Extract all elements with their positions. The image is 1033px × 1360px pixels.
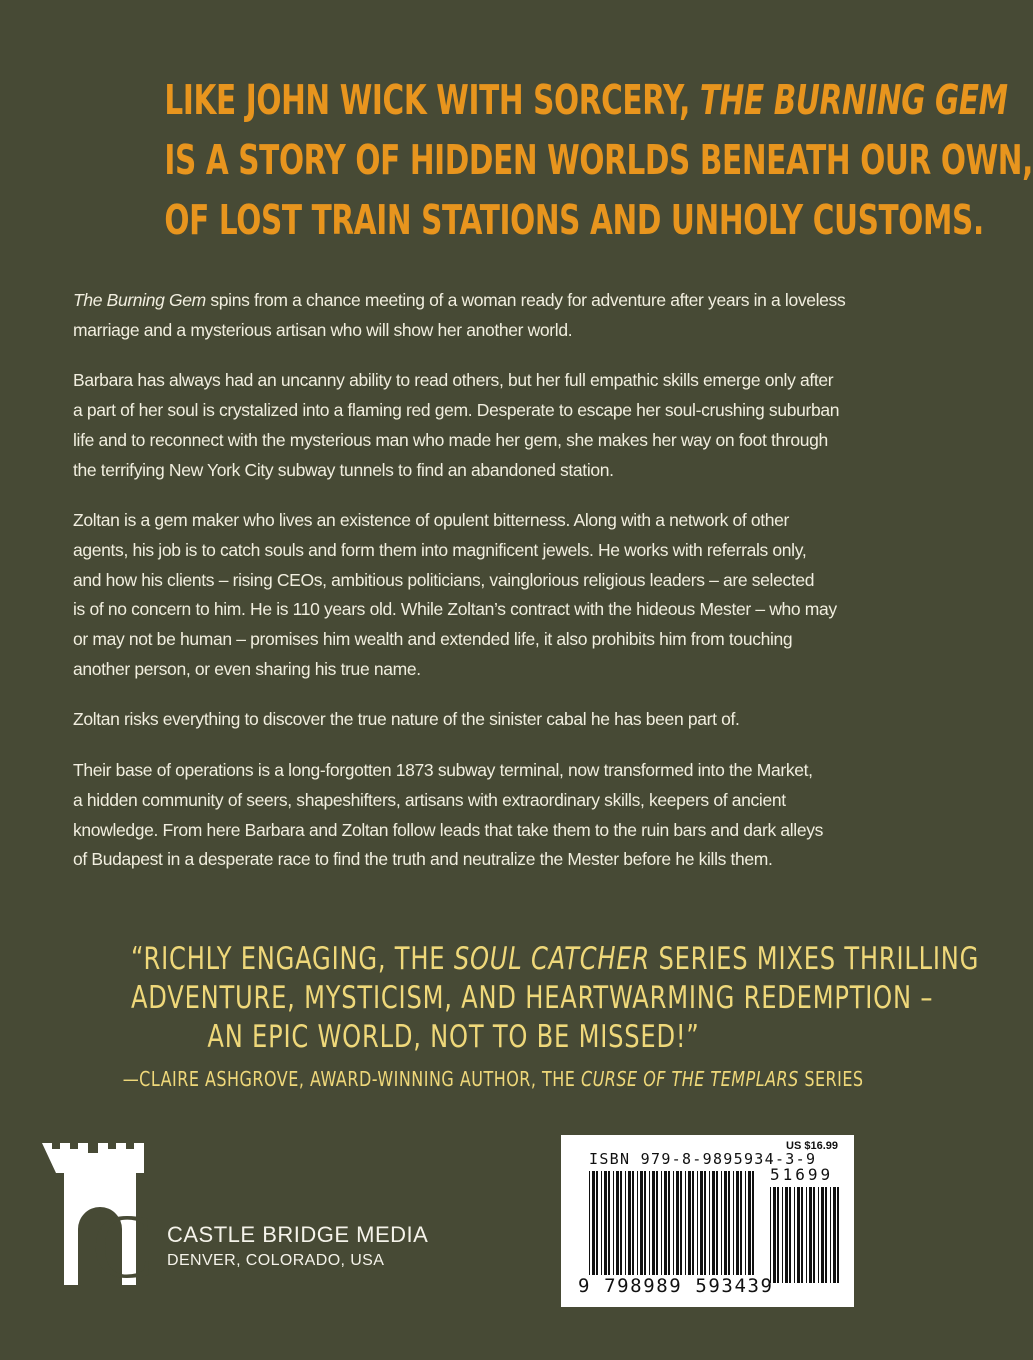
barcode-bar [644, 1171, 646, 1275]
barcode-bar [809, 1187, 812, 1283]
synopsis-line: or may not be human – promises him wealth and extended life, it also prohibits him from touching [73, 629, 793, 650]
quote-line-1 [130, 940, 980, 979]
barcode-bar [833, 1187, 836, 1283]
synopsis-line [73, 286, 846, 316]
synopsis-line: marriage and a mysterious artisan who will show her another world. [73, 319, 573, 340]
synopsis-line: is of no concern to him. He is 110 years old. While Zoltan’s contract with the hideous Mester – who may [73, 599, 837, 620]
synopsis-paragraph-5 [73, 756, 835, 875]
barcode-bar [797, 1187, 800, 1283]
barcode-bar [632, 1171, 634, 1275]
barcode-bar [712, 1171, 715, 1275]
barcode-bar [782, 1187, 783, 1283]
synopsis-paragraph-2 [73, 366, 840, 485]
barcode-bar [613, 1171, 614, 1275]
barcode-bar [692, 1171, 694, 1275]
synopsis-line: Their base of operations is a long-forgotten 1873 subway terminal, now transformed into the Market, [73, 760, 813, 781]
barcode-bar [724, 1171, 727, 1275]
synopsis-line: another person, or even sharing his true name. [73, 658, 421, 679]
barcode-bar [640, 1171, 643, 1275]
barcode-bar [770, 1187, 771, 1283]
barcode-bar [733, 1171, 734, 1275]
price-label: US $16.99 [786, 1140, 838, 1152]
ean-number: 9 798989 593439 [578, 1275, 774, 1297]
synopsis-paragraph-1 [73, 286, 846, 345]
barcode-bar [616, 1171, 619, 1275]
headline-text: LIKE JOHN WICK WITH SORCERY, [164, 76, 700, 124]
quote-text: SERIES MIXES THRILLING [650, 941, 980, 977]
barcode-bar [716, 1171, 718, 1275]
barcode-bar [740, 1171, 742, 1275]
quote-line-3: AN EPIC WORLD, NOT TO BE MISSED!” [207, 1019, 700, 1055]
book-title: THE BURNING GEM [699, 76, 1008, 124]
synopsis-line: agents, his job is to catch souls and form them into magnificent jewels. He works with referrals only, [73, 539, 807, 560]
barcode-bar [789, 1187, 791, 1283]
quote-attribution [122, 1065, 864, 1093]
barcode-bar [700, 1171, 703, 1275]
headline [164, 70, 1033, 250]
publisher-location: DENVER, COLORADO, USA [167, 1252, 385, 1269]
barcode-bar [704, 1171, 706, 1275]
attribution-text: SERIES [798, 1067, 864, 1091]
barcode-bar [785, 1187, 788, 1283]
synopsis-line: of Budapest in a desperate race to find the truth and neutralize the Mester before he kills them. [73, 849, 773, 870]
barcode-bar [673, 1171, 674, 1275]
barcode-bar [721, 1171, 722, 1275]
synopsis [73, 286, 846, 896]
headline-line-1 [164, 70, 1008, 130]
barcode-bar [637, 1171, 638, 1275]
barcode-bar [777, 1187, 779, 1283]
barcode-bar [685, 1171, 686, 1275]
synopsis-paragraph-4 [73, 705, 835, 735]
barcode-bar [728, 1171, 730, 1275]
review-quote [130, 940, 980, 1057]
isbn-barcode [561, 1135, 854, 1307]
barcode-bar [680, 1171, 682, 1275]
barcode-bar [664, 1171, 667, 1275]
barcode-bar [801, 1187, 803, 1283]
barcode-bar [625, 1171, 626, 1275]
synopsis-line: and how his clients – rising CEOs, ambitious politicians, vainglorious religious leaders – are selected [73, 569, 815, 590]
barcode-bar [668, 1171, 670, 1275]
headline-line-2: IS A STORY OF HIDDEN WORLDS BENEATH OUR OWN, [164, 136, 1033, 184]
logo-letter: C [92, 1195, 154, 1297]
synopsis-line: a part of her soul is crystalized into a flaming red gem. Desperate to escape her soul-crushing suburban [73, 400, 840, 421]
barcode-bar [752, 1171, 754, 1275]
barcode-bar [628, 1171, 631, 1275]
synopsis-line: life and to reconnect with the mysterious man who made her gem, she makes her way on foot through [73, 429, 828, 450]
series-title: SOUL CATCHER [453, 941, 651, 977]
barcode-bar [620, 1171, 622, 1275]
attribution-series-title: CURSE OF THE TEMPLARS [580, 1067, 799, 1091]
isbn-label: ISBN 979-8-9895934-3-9 [589, 1150, 817, 1168]
barcode-bar [773, 1187, 776, 1283]
publisher-name: CASTLE BRIDGE MEDIA [167, 1222, 429, 1247]
barcode-bar [813, 1187, 815, 1283]
barcode-bar [688, 1171, 691, 1275]
barcode-bar [736, 1171, 739, 1275]
synopsis-line: Zoltan is a gem maker who lives an existence of opulent bitterness. Along with a network of other [73, 510, 790, 531]
barcode-bar [818, 1187, 819, 1283]
barcode-bar [652, 1171, 655, 1275]
barcode-bar [661, 1171, 662, 1275]
book-title-inline: The Burning Gem [73, 290, 206, 310]
price-supplement-number: 51699 [770, 1165, 834, 1184]
barcode-bar [601, 1171, 602, 1275]
synopsis-paragraph-3 [73, 506, 835, 684]
attribution-text: —CLAIRE ASHGROVE, AWARD-WINNING AUTHOR, THE [122, 1067, 581, 1091]
barcode-bar [745, 1171, 746, 1275]
publisher-info [167, 1222, 428, 1274]
barcode-bar [589, 1171, 590, 1275]
barcode-bar [825, 1187, 827, 1283]
synopsis-line: Barbara has always had an uncanny ability to read others, but her full empathic skills emerge only after [73, 370, 834, 391]
barcode-bar [596, 1171, 598, 1275]
barcode-bar [709, 1171, 710, 1275]
barcode-bar [608, 1171, 610, 1275]
barcode-bar [676, 1171, 679, 1275]
synopsis-text: spins from a chance meeting of a woman ready for adventure after years in a loveless [205, 290, 846, 310]
synopsis-line: knowledge. From here Barbara and Zoltan follow leads that take them to the ruin bars and dark alleys [73, 819, 824, 840]
barcode-bar [821, 1187, 824, 1283]
barcode-bar [830, 1187, 831, 1283]
headline-line-3: OF LOST TRAIN STATIONS AND UNHOLY CUSTOMS. [164, 196, 984, 244]
synopsis-line: the terrifying New York City subway tunnels to find an abandoned station. [73, 459, 614, 480]
synopsis-line: a hidden community of seers, shapeshifters, artisans with extraordinary skills, keepers of ancient [73, 789, 786, 810]
quote-line-2: ADVENTURE, MYSTICISM, AND HEARTWARMING REDEMPTION – [130, 980, 934, 1016]
quote-text: “RICHLY ENGAGING, THE [130, 941, 454, 977]
barcode-bar [656, 1171, 658, 1275]
barcode-bar [806, 1187, 807, 1283]
barcode-bar [794, 1187, 795, 1283]
barcode-bar [697, 1171, 698, 1275]
barcode-bar [837, 1187, 839, 1283]
barcode-bar [592, 1171, 595, 1275]
synopsis-line: Zoltan risks everything to discover the true nature of the sinister cabal he has been part of. [73, 709, 740, 730]
barcode-bar [748, 1171, 751, 1275]
barcode-bar [604, 1171, 607, 1275]
barcode-bar [649, 1171, 650, 1275]
